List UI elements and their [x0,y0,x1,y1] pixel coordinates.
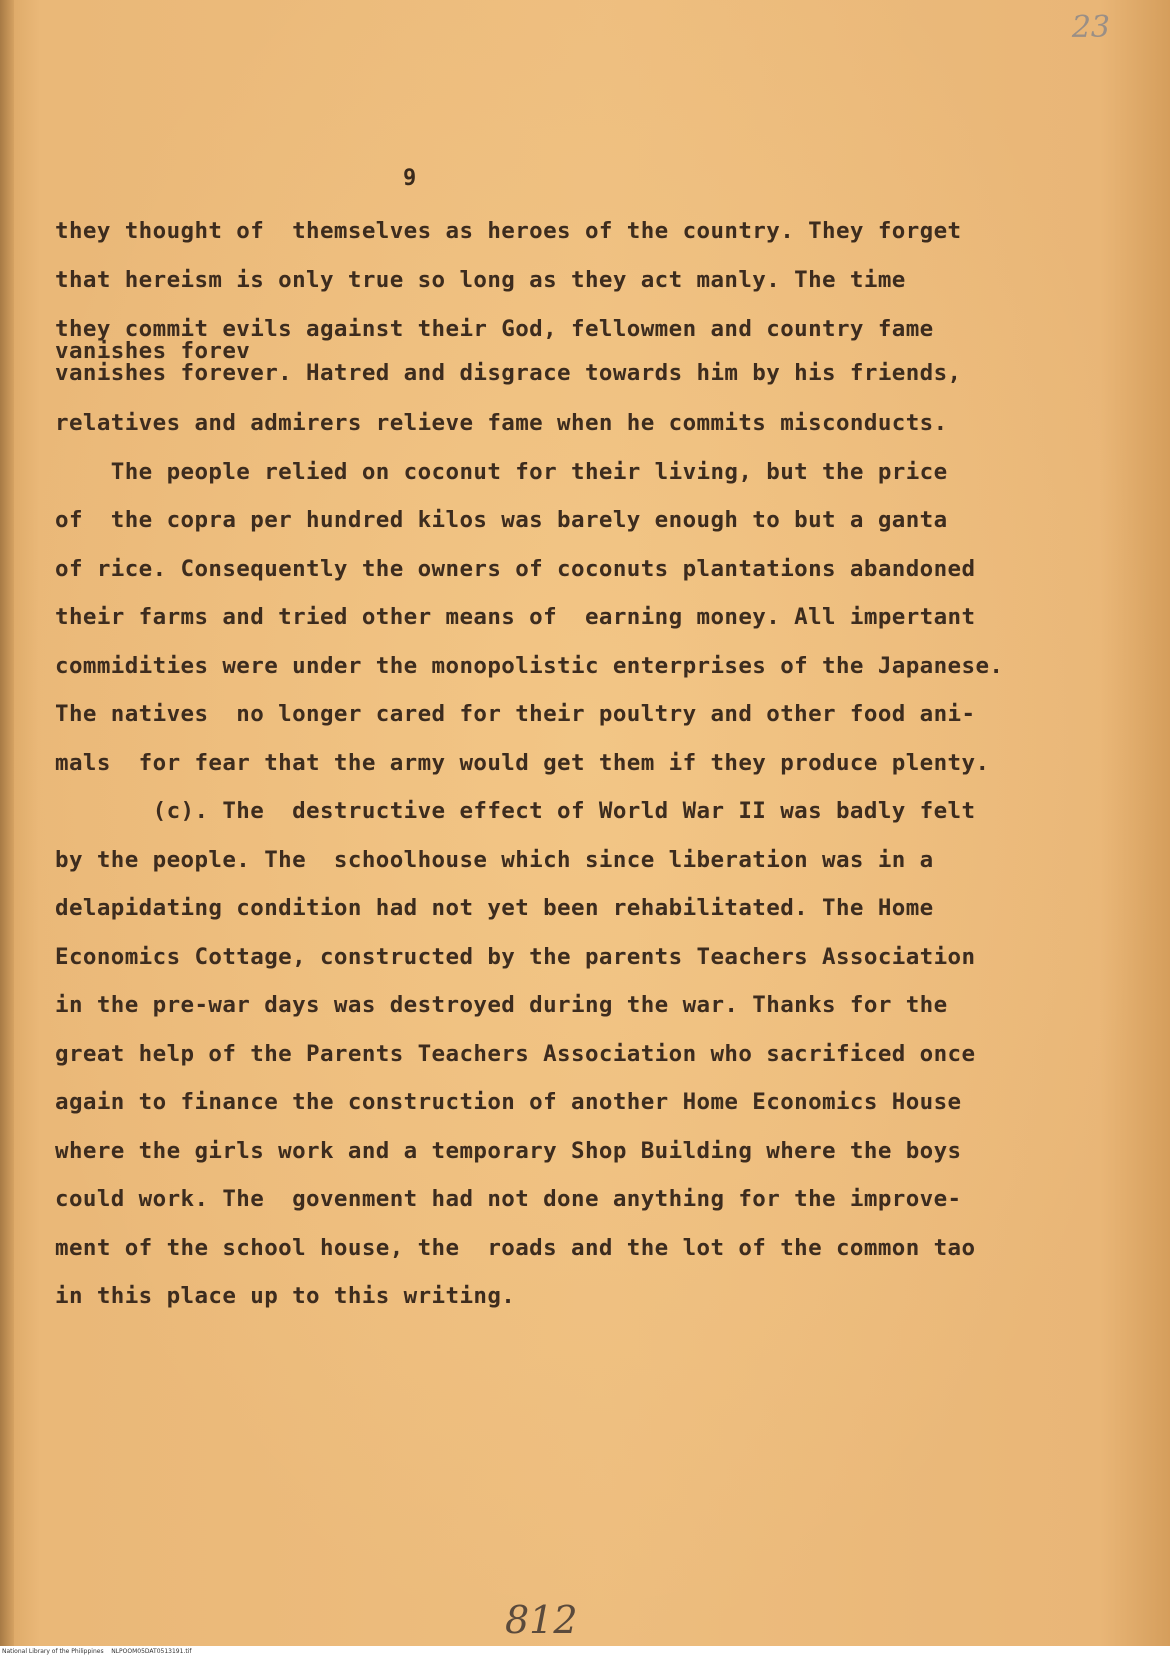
page-number: 9 [403,166,417,191]
text-line: The people relied on coconut for their living, but the price [55,459,948,485]
text-line: (c). The destructive effect of World War II was badly felt [55,798,976,824]
text-line: they commit evils against their God, fellowmen and country fame [55,316,934,342]
text-line: great help of the Parents Teachers Association who sacrificed once [55,1041,976,1067]
text-line: they thought of themselves as heroes of the country. They forget [55,218,962,244]
text-line: by the people. The schoolhouse which since liberation was in a [55,847,934,873]
text-line: vanishes forever. Hatred and disgrace towards him by his friends, [55,360,962,386]
text-line: again to finance the construction of another Home Economics House [55,1089,962,1115]
text-line: in the pre-war days was destroyed during the war. Thanks for the [55,992,948,1018]
handwritten-folio-number: 812 [505,1598,578,1642]
text-line: relatives and admirers relieve fame when he commits misconducts. [55,410,948,436]
text-line: The natives no longer cared for their poultry and other food ani- [55,701,976,727]
text-line: where the girls work and a temporary Shop Building where the boys [55,1138,962,1164]
text-line-overtyped: vanishes forev [55,338,251,364]
text-line: of the copra per hundred kilos was barely enough to but a ganta [55,507,948,533]
text-line: in this place up to this writing. [55,1283,516,1309]
text-line: could work. The govenment had not done anything for the improve- [55,1186,962,1212]
scan-footer-caption: National Library of the Philippines NLPOOM05DAT0513191.tif [0,1646,1170,1658]
text-line: of rice. Consequently the owners of coconuts plantations abandoned [55,556,976,582]
text-line: that hereism is only true so long as they act manly. The time [55,267,906,293]
text-line: their farms and tried other means of earning money. All impertant [55,604,976,630]
text-line: commidities were under the monopolistic enterprises of the Japanese. [55,653,1004,679]
text-line: ment of the school house, the roads and the lot of the common tao [55,1235,976,1261]
text-line: delapidating condition had not yet been rehabilitated. The Home [55,895,934,921]
page-edge-shadow [0,0,14,1658]
text-line: Economics Cottage, constructed by the parents Teachers Association [55,944,976,970]
text-line: mals for fear that the army would get them if they produce plenty. [55,750,990,776]
corner-handwritten-mark: 23 [1071,10,1110,45]
